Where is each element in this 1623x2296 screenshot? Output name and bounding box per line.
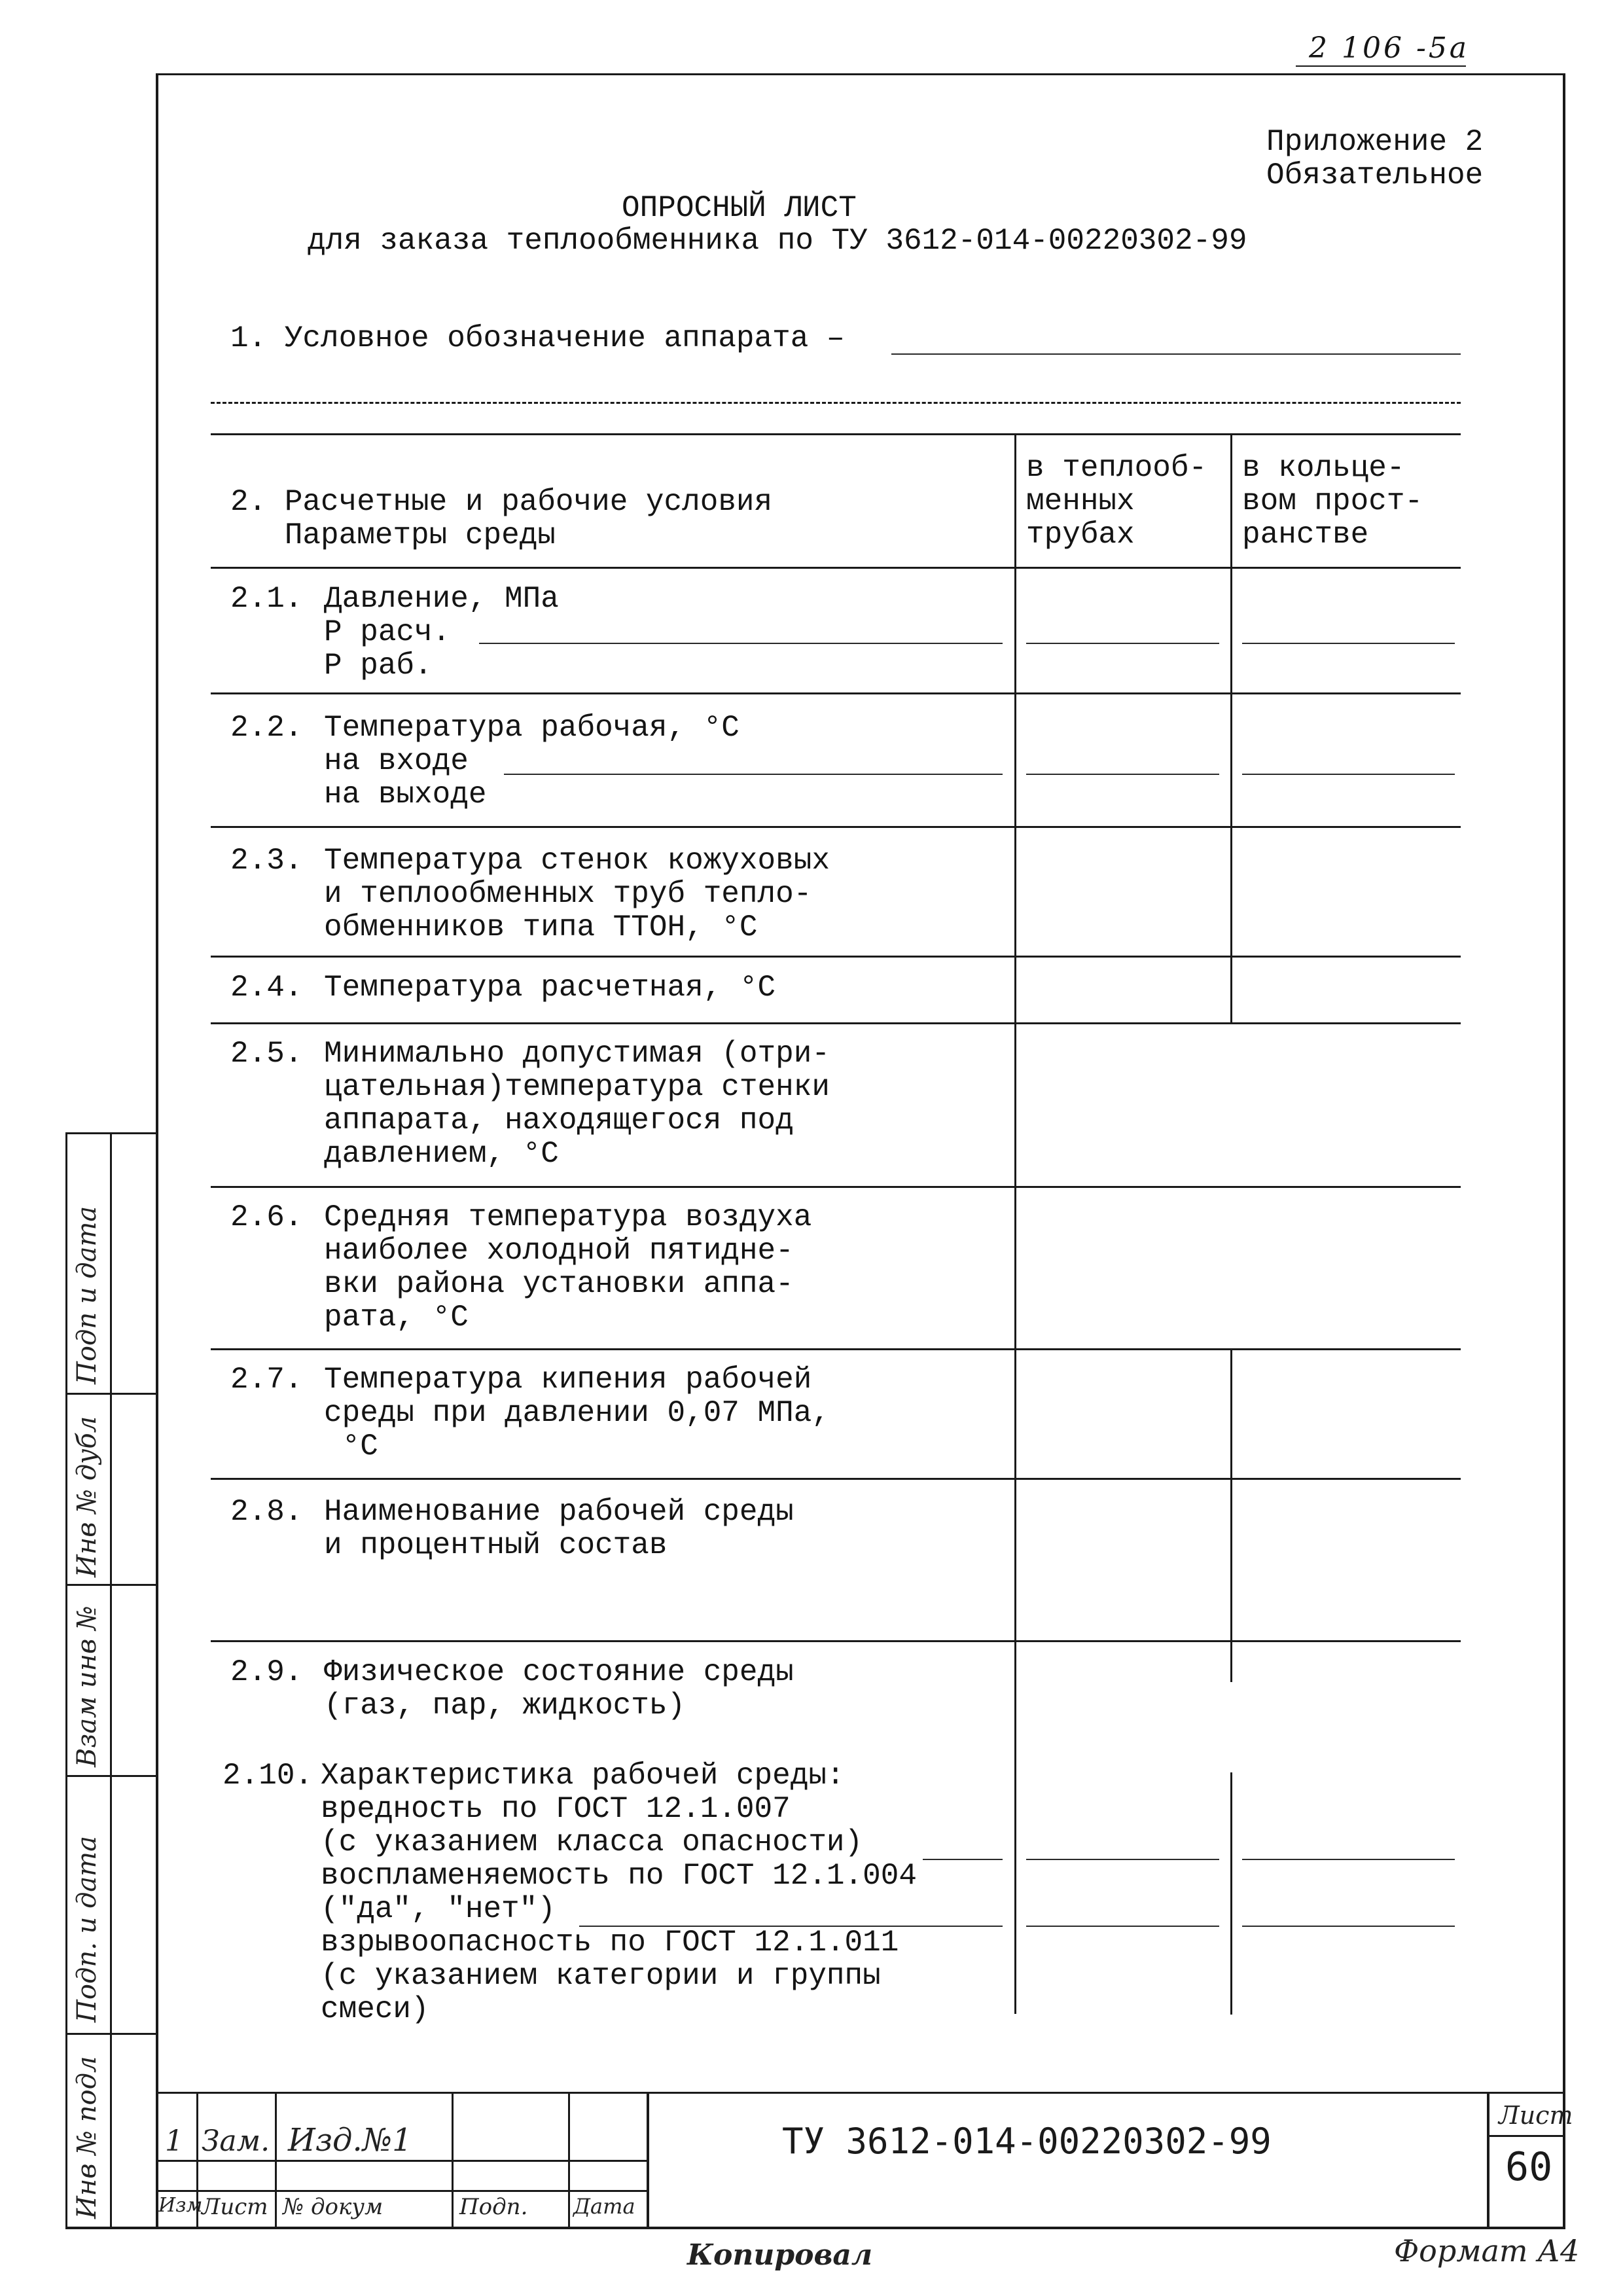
- row-2-10-flammable-line: [579, 1926, 1003, 1927]
- side-stamp-rule-2: [65, 1584, 157, 1586]
- side-stamp-replaces-inv: Взам инв №: [72, 1605, 102, 1767]
- row-2-10-class-annular-line: [1242, 1859, 1455, 1860]
- table-col-divider-2-bottom: [1230, 1772, 1232, 2015]
- row-2-2-text: Температура рабочая, °С на входе на выходе: [324, 711, 740, 812]
- row-2-2-annular-line: [1242, 774, 1455, 775]
- row-2-10-flammable-annular-line: [1242, 1926, 1455, 1927]
- row-2-9-text: Физическое состояние среды (газ, пар, жидкость): [324, 1655, 794, 1723]
- change-document: Изд.№1: [288, 2122, 412, 2159]
- header-doc-number: № докум: [283, 2194, 383, 2220]
- title-block-col-4: [568, 2092, 570, 2227]
- table-header-annular: в кольце- вом прост- ранстве: [1242, 451, 1423, 552]
- row-2-7-rule: [211, 1478, 1461, 1480]
- title-block-col-2: [275, 2092, 277, 2227]
- side-stamp-inv-original: Инв № подл: [72, 2056, 102, 2219]
- row-2-5-number: 2.5.: [230, 1037, 303, 1071]
- row-2-4-number: 2.4.: [230, 971, 303, 1005]
- change-number: 1: [165, 2125, 183, 2158]
- row-2-2-number: 2.2.: [230, 711, 303, 745]
- table-col-divider-2-upper: [1230, 433, 1232, 1022]
- row-2-8-number: 2.8.: [230, 1495, 303, 1529]
- header-date: Дата: [573, 2194, 635, 2219]
- row-2-10-text: Характеристика рабочей среды: вредность по ГОСТ 12.1.007 (с указанием класса опасности) воспламеняемость по ГОСТ 12.1.004 ("да", "нет") взрывоопасность по ГОСТ 12.1.011 (с указанием категории и группы смеси): [321, 1759, 917, 2026]
- title-block-header-rule: [156, 2190, 647, 2192]
- row-2-2-rule: [211, 826, 1461, 828]
- table-header-section: 2. Расчетные и рабочие условия Параметры среды: [230, 485, 773, 552]
- row-2-6-number: 2.6.: [230, 1200, 303, 1234]
- side-stamp-sign-date-1: Подп. и дата: [72, 1836, 102, 2022]
- row-2-4-rule: [211, 1022, 1461, 1024]
- side-stamp-top: [65, 1132, 157, 1134]
- item-1-dashed-line: [211, 402, 1461, 404]
- table-col-divider-2-lower: [1230, 1348, 1232, 1682]
- format-label: Формат А4: [1394, 2233, 1580, 2269]
- row-2-10-class-line: [923, 1859, 1003, 1860]
- header-signature: Подп.: [459, 2194, 528, 2220]
- row-2-3-rule: [211, 956, 1461, 958]
- frame-bottom: [65, 2227, 1565, 2229]
- page-title: ОПРОСНЫЙ ЛИСТ: [622, 191, 857, 225]
- table-col-divider-1: [1014, 433, 1016, 2014]
- title-block-sheet-rule: [1487, 2135, 1564, 2137]
- row-2-6-rule: [211, 1348, 1461, 1350]
- row-2-9-number: 2.9.: [230, 1655, 303, 1689]
- row-2-7-text: Температура кипения рабочей среды при давлении 0,07 МПа, °С: [324, 1363, 830, 1463]
- document-designation: ТУ 3612-014-00220302-99: [782, 2121, 1272, 2162]
- row-2-2-fill-line: [504, 774, 1003, 775]
- row-2-10-number: 2.10.: [223, 1759, 313, 1793]
- side-stamp-rule-4: [65, 2033, 157, 2035]
- row-2-6-text: Средняя температура воздуха наиболее холодной пятидне- вки района установки аппа- рата, °С: [324, 1200, 812, 1335]
- page-subtitle: для заказа теплообменника по ТУ 3612-014-00220302-99: [308, 224, 1247, 258]
- row-2-10-class-tubes-line: [1026, 1859, 1219, 1860]
- row-2-1-text: Давление, МПа Р расч. Р раб.: [324, 582, 559, 683]
- side-stamp-rule-1: [65, 1393, 157, 1395]
- title-block-sheet-col: [1487, 2092, 1489, 2227]
- item-1-fill-line: [891, 353, 1461, 355]
- row-2-10-flammable-tubes-line: [1026, 1926, 1219, 1927]
- header-sheet: Лист: [202, 2194, 268, 2220]
- row-2-1-annular-line: [1242, 643, 1455, 644]
- sheet-number: 60: [1505, 2144, 1553, 2190]
- title-block-col-3: [452, 2092, 454, 2227]
- side-stamp-inv-duplicate: Инв № дубл: [72, 1416, 102, 1577]
- row-2-7-number: 2.7.: [230, 1363, 303, 1397]
- table-header-tubes: в теплооб- менных трубах: [1026, 451, 1207, 552]
- row-2-8-rule: [211, 1640, 1461, 1642]
- frame-top: [157, 73, 1564, 75]
- row-2-1-fill-line: [479, 643, 1003, 644]
- appendix-status: Обязательное: [1266, 158, 1484, 192]
- side-stamp-rule-3: [65, 1775, 157, 1777]
- side-stamp-inner: [110, 1132, 112, 2227]
- row-2-5-text: Минимально допустимая (отри- цательная)температура стенки аппарата, находящегося под давлением, °С: [324, 1037, 830, 1171]
- row-2-8-text: Наименование рабочей среды и процентный состав: [324, 1495, 794, 1562]
- title-block-col-5: [647, 2092, 649, 2227]
- row-2-1-rule: [211, 692, 1461, 694]
- row-2-3-number: 2.3.: [230, 844, 303, 878]
- appendix-label: Приложение 2: [1266, 125, 1484, 159]
- side-stamp-outer-left: [65, 1132, 67, 2227]
- side-stamp-sign-date-2: Подп и дата: [72, 1206, 102, 1384]
- page-reference-underline: [1296, 65, 1466, 67]
- row-2-1-tubes-line: [1026, 643, 1219, 644]
- copied-by-label: Копировал: [687, 2238, 873, 2272]
- table-top-rule: [211, 433, 1461, 435]
- page-reference: 2 106 -5а: [1309, 31, 1470, 65]
- row-2-1-number: 2.1.: [230, 582, 303, 616]
- title-block-mid: [156, 2160, 647, 2162]
- frame-right: [1563, 73, 1565, 2227]
- row-2-2-tubes-line: [1026, 774, 1219, 775]
- title-block-top: [156, 2092, 1563, 2094]
- header-change: Изм: [158, 2194, 203, 2217]
- sheet-label: Лист: [1499, 2101, 1573, 2130]
- row-2-3-text: Температура стенок кожуховых и теплообменных труб тепло- обменников типа ТТОН, °С: [324, 844, 830, 944]
- row-2-5-rule: [211, 1186, 1461, 1188]
- table-header-rule: [211, 567, 1461, 569]
- frame-left: [156, 73, 158, 2227]
- row-2-4-text: Температура расчетная, °С: [324, 971, 776, 1005]
- item-1-label: 1. Условное обозначение аппарата –: [230, 321, 845, 355]
- change-type: Зам.: [202, 2125, 270, 2158]
